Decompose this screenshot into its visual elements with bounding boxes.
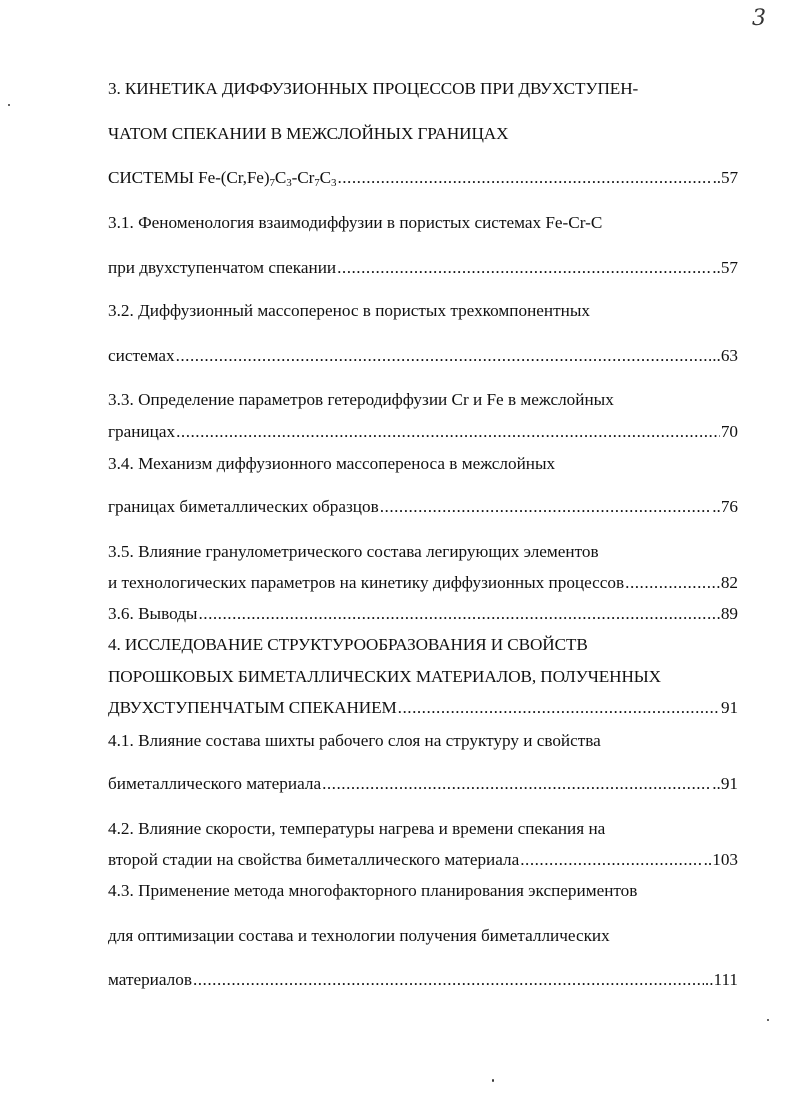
toc-section-4-1-line-2 xyxy=(108,773,738,795)
leader-dots xyxy=(337,257,711,279)
leader-dots xyxy=(193,969,704,991)
toc-entry-text: второй стадии на свойства биметаллического материала xyxy=(108,850,520,869)
toc-page-number: ..57 xyxy=(712,168,738,187)
toc-page-number: 91 xyxy=(721,698,738,717)
toc-page-number: 82 xyxy=(720,573,738,592)
toc-entry-text: и технологических параметров на кинетику диффузионных процессов xyxy=(108,573,625,592)
leader-dots xyxy=(176,421,720,443)
toc-section-3-4-line-1: 3.4. Механизм диффузионного массопереноса в межслойных xyxy=(108,454,556,473)
scan-speck xyxy=(492,1079,494,1082)
scan-speck xyxy=(8,104,10,106)
toc-entry-text: материалов xyxy=(108,970,192,989)
toc-section-4-2-line-1: 4.2. Влияние скорости, температуры нагрева и времени спекания на xyxy=(108,819,606,838)
scan-speck xyxy=(767,1019,769,1021)
toc-section-4-2-line-2 xyxy=(108,849,738,871)
page-number: 3 xyxy=(752,6,766,31)
toc-page-number: ..63 xyxy=(712,346,738,365)
leader-dots xyxy=(520,849,702,871)
toc-entry-text: биметаллического материала xyxy=(108,774,322,793)
toc-chapter-3-line-3 xyxy=(108,167,738,189)
toc-entry-text: при двухступенчатом спекании xyxy=(108,258,337,277)
toc-chapter-4-line-1: 4. ИССЛЕДОВАНИЕ СТРУКТУРООБРАЗОВАНИЯ И СВОЙСТВ xyxy=(108,635,588,654)
toc-section-3-6 xyxy=(108,603,738,625)
toc-page-number: ..91 xyxy=(712,774,738,793)
toc-section-3-5-line-2 xyxy=(108,572,738,594)
toc-page-number: 89 xyxy=(720,604,738,623)
toc-entry-text: границах xyxy=(108,422,176,441)
leader-dots xyxy=(625,572,720,594)
toc-section-3-5-line-1: 3.5. Влияние гранулометрического состава легирующих элементов xyxy=(108,542,599,561)
leader-dots xyxy=(398,697,720,719)
toc-section-4-1-line-1: 4.1. Влияние состава шихты рабочего слоя на структуру и свойства xyxy=(108,731,601,750)
toc-chapter-3-line-2: ЧАТОМ СПЕКАНИИ В МЕЖСЛОЙНЫХ ГРАНИЦАХ xyxy=(108,124,509,143)
toc-section-3-3-line-1: 3.3. Определение параметров гетеродиффузии Cr и Fe в межслойных xyxy=(108,390,614,409)
toc-page-number: ..57 xyxy=(712,258,738,277)
toc-page-number: ..76 xyxy=(712,497,738,516)
toc-section-4-3-line-1: 4.3. Применение метода многофакторного планирования экспериментов xyxy=(108,881,638,900)
toc-section-3-2-line-1: 3.2. Диффузионный массоперенос в пористых трехкомпонентных xyxy=(108,301,590,320)
toc-section-3-1-line-1: 3.1. Феноменология взаимодиффузии в пористых системах Fe-Cr-C xyxy=(108,213,603,232)
toc-page-number: ..111 xyxy=(704,970,738,989)
toc-page-number: ..103 xyxy=(703,850,738,869)
toc-chapter-3-system-formula: СИСТЕМЫ $Fe-(Cr,Fe)_7C_3-Cr_7C_3$ xyxy=(108,168,337,189)
toc-chapter-4-line-2: ПОРОШКОВЫХ БИМЕТАЛЛИЧЕСКИХ МАТЕРИАЛОВ, ПОЛУЧЕННЫХ xyxy=(108,667,661,686)
leader-dots xyxy=(337,167,711,189)
toc-section-3-4-line-2 xyxy=(108,496,738,518)
leader-dots xyxy=(198,603,719,625)
toc-chapter-3-line-1: 3. КИНЕТИКА ДИФФУЗИОННЫХ ПРОЦЕССОВ ПРИ ДВУХСТУПЕН- xyxy=(108,79,639,98)
toc-page-number: 70 xyxy=(720,422,738,441)
toc-section-3-2-line-2 xyxy=(108,345,738,367)
toc-entry-text: системах xyxy=(108,346,175,365)
toc-entry-text: границах биметаллических образцов xyxy=(108,497,379,516)
toc-chapter-4-line-3 xyxy=(108,697,738,719)
leader-dots xyxy=(380,496,712,518)
toc-section-3-1-line-2 xyxy=(108,257,738,279)
leader-dots xyxy=(176,345,712,367)
toc-section-4-3-line-2: для оптимизации состава и технологии получения биметаллических xyxy=(108,926,610,945)
toc-entry-text: 3.6. Выводы xyxy=(108,604,198,623)
toc-section-4-3-line-3 xyxy=(108,969,738,991)
leader-dots xyxy=(322,773,711,795)
toc-section-3-3-line-2 xyxy=(108,421,738,443)
toc-entry-text: ДВУХСТУПЕНЧАТЫМ СПЕКАНИЕМ xyxy=(108,698,397,717)
